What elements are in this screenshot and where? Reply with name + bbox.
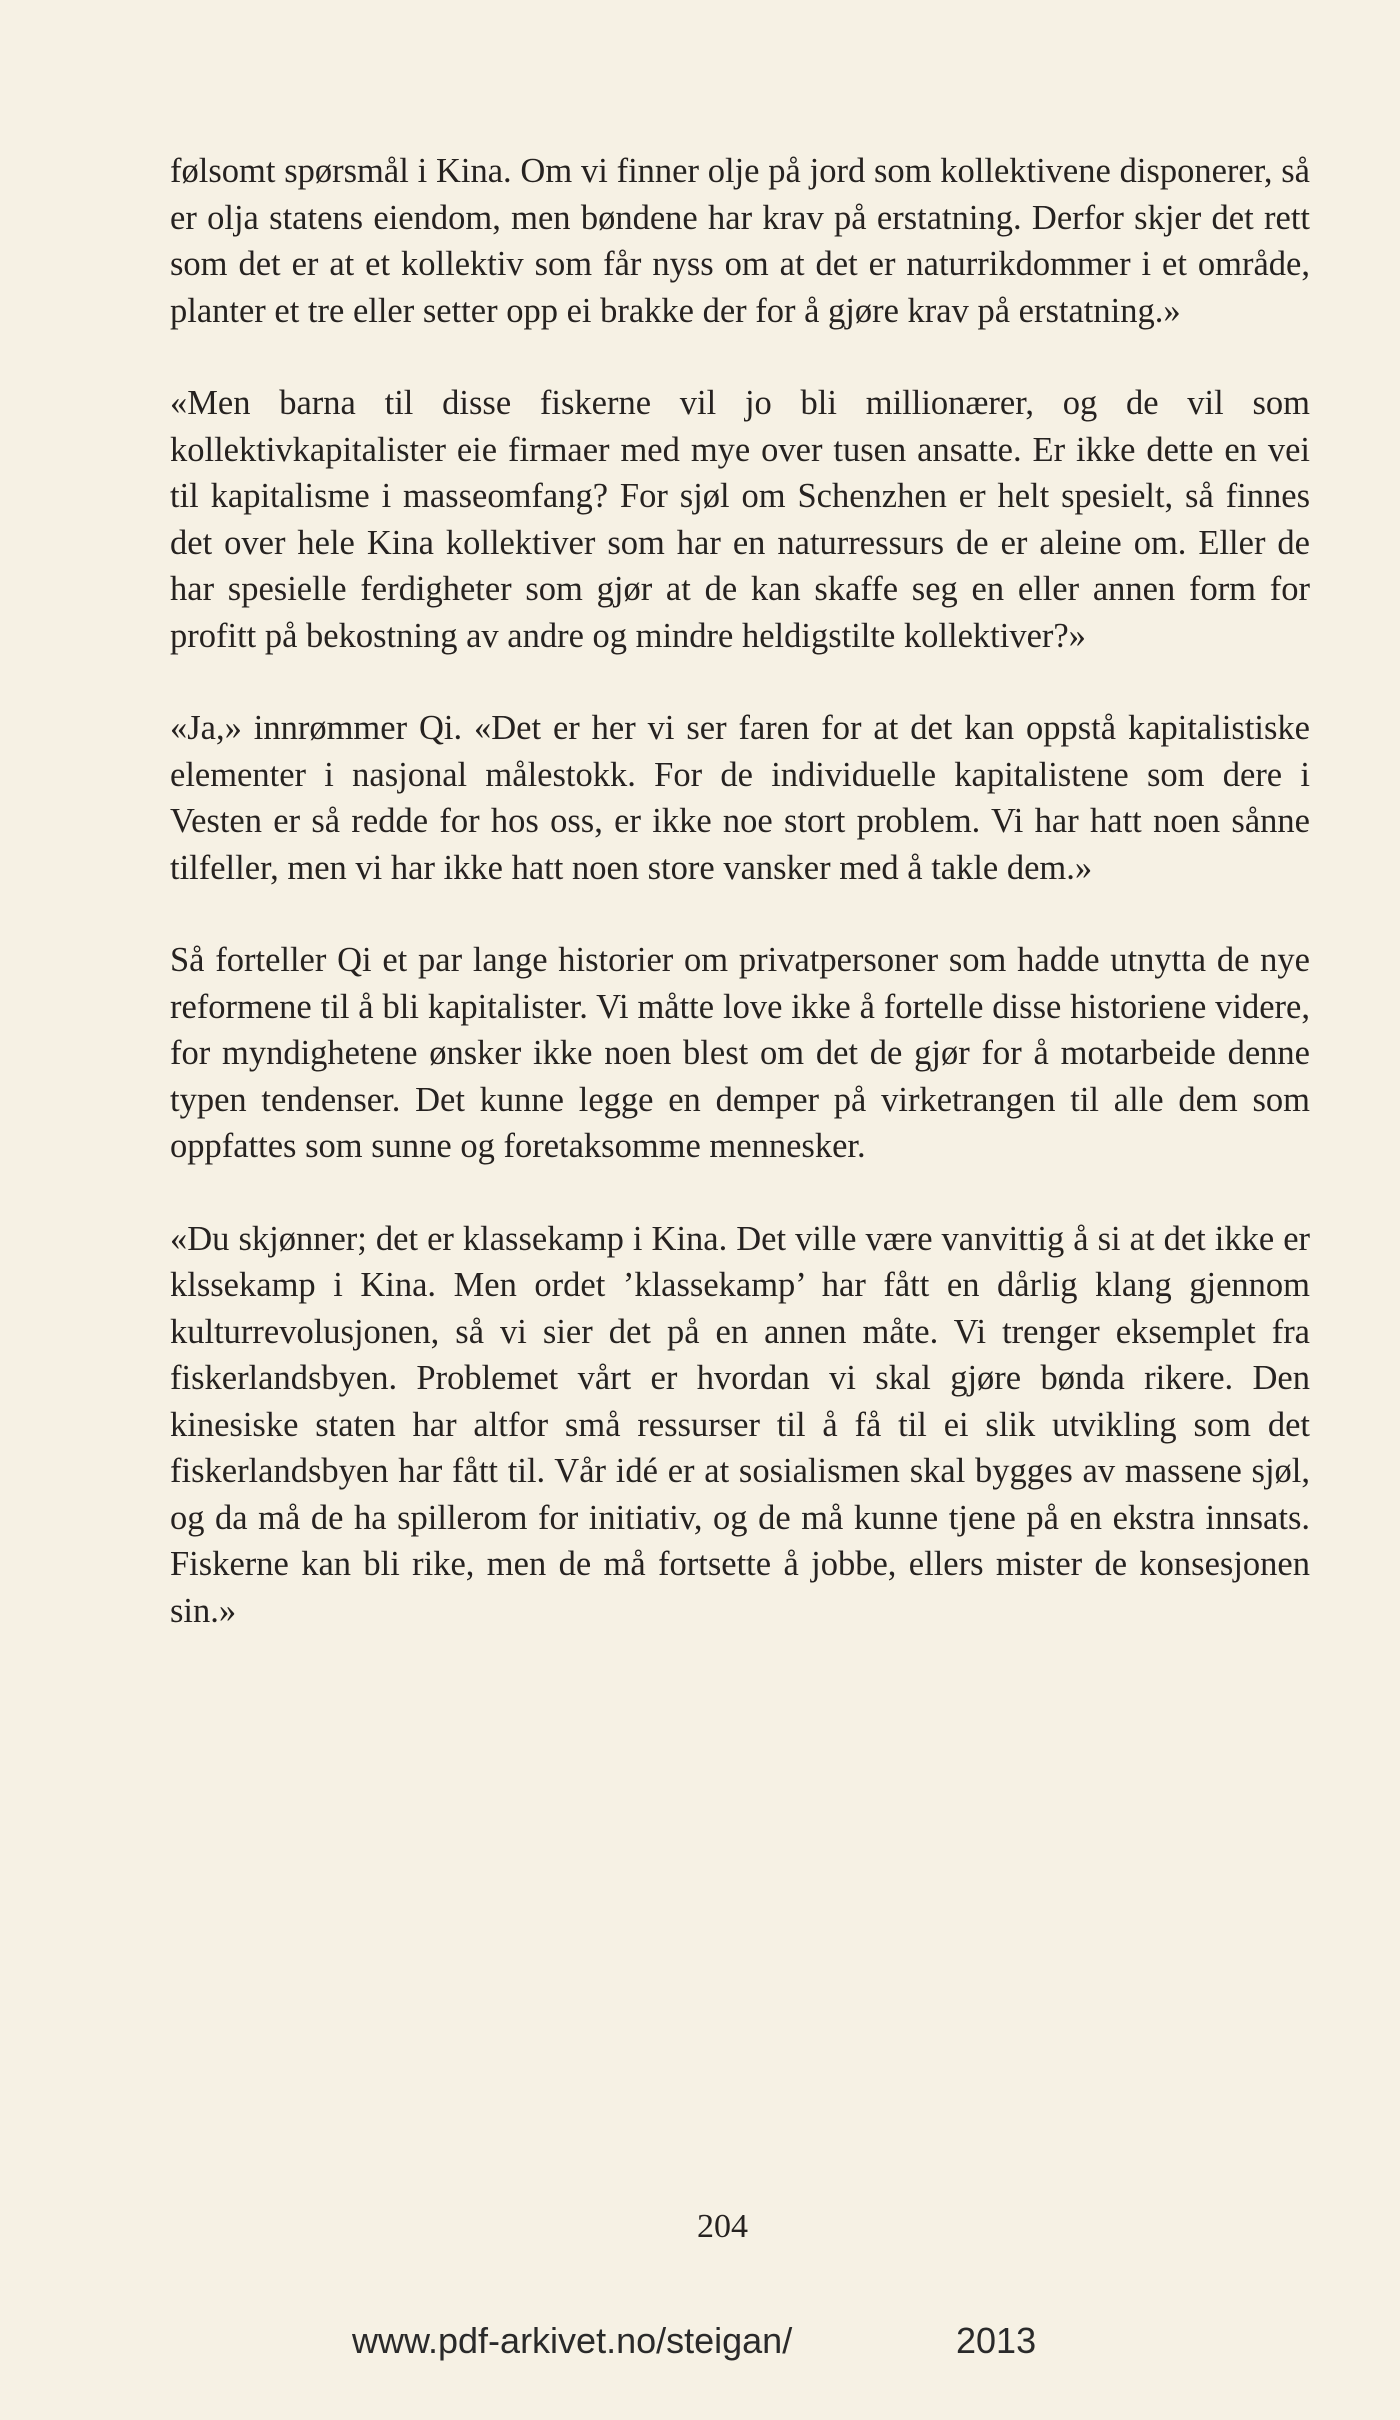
footer-url: www.pdf-arkivet.no/steigan/ xyxy=(352,2320,793,2361)
body-text xyxy=(170,148,1310,1680)
paragraph-1: følsomt spørsmål i Kina. Om vi finner olje på jord som kollektivene disponerer, så er olja statens eiendom, men bøndene har krav på erstatning. Derfor skjer det rett som det er at et kollektiv som får nyss om at det er naturrikdommer i et område, planter et tre eller setter opp ei brakke der for å gjøre krav på erstatning.» xyxy=(170,152,1310,330)
paragraph-4: Så forteller Qi et par lange historier om privatpersoner som hadde utnytta de nye reformene til å bli kapitalister. Vi måtte love ikke å fortelle disse historiene videre, for myndighetene ønsker ikke noen blest om det de gjør for å motarbeide denne typen tendenser. Det kunne legge en demper på virketrangen til alle dem som oppfattes som sunne og foretaksomme mennesker. xyxy=(170,941,1310,1165)
footer-year: 2013 xyxy=(956,2320,1037,2361)
paragraph-5: «Du skjønner; det er klassekamp i Kina. Det ville være vanvittig å si at det ikke er klssekamp i Kina. Men ordet ’klassekamp’ har fått en dårlig klang gjennom kulturrevolusjonen, så vi sier det på en annen måte. Vi trenger eksemplet fra fiskerlandsbyen. Problemet vårt er hvordan vi skal gjøre bønda rikere. Den kinesiske staten har altfor små ressurser til å få til ei slik utvikling som det fiskerlandsbyen har fått til. Vår idé er at sosialismen skal bygges av massene sjøl, og da må de ha spillerom for initiativ, og de må kunne tjene på en ekstra innsats. Fiskerne kan bli rike, men de må fortsette å jobbe, ellers mister de konsesjonen sin.» xyxy=(170,1219,1310,1630)
paragraph-3: «Ja,» innrømmer Qi. «Det er her vi ser faren for at det kan oppstå kapitalistiske elementer i nasjonal målestokk. For de individuelle kapitalistene som dere i Vesten er så redde for hos oss, er ikke noe stort problem. Vi har hatt noen sånne tilfeller, men vi har ikke hatt noen store vansker med å takle dem.» xyxy=(170,709,1310,887)
paragraph-2: «Men barna til disse fiskerne vil jo bli millionærer, og de vil som kollektivkapitalister eie firmaer med mye over tusen ansatte. Er ikke dette en vei til kapitalisme i masseomfang? For sjøl om Schenzhen er helt spesielt, så finnes det over hele Kina kollektiver som har en naturressurs de er aleine om. Eller de har spesielle ferdigheter som gjør at de kan skaffe seg en eller annen form for profitt på bekostning av andre og mindre heldigstilte kollektiver?» xyxy=(170,384,1310,655)
page-number: 204 xyxy=(697,2208,748,2245)
